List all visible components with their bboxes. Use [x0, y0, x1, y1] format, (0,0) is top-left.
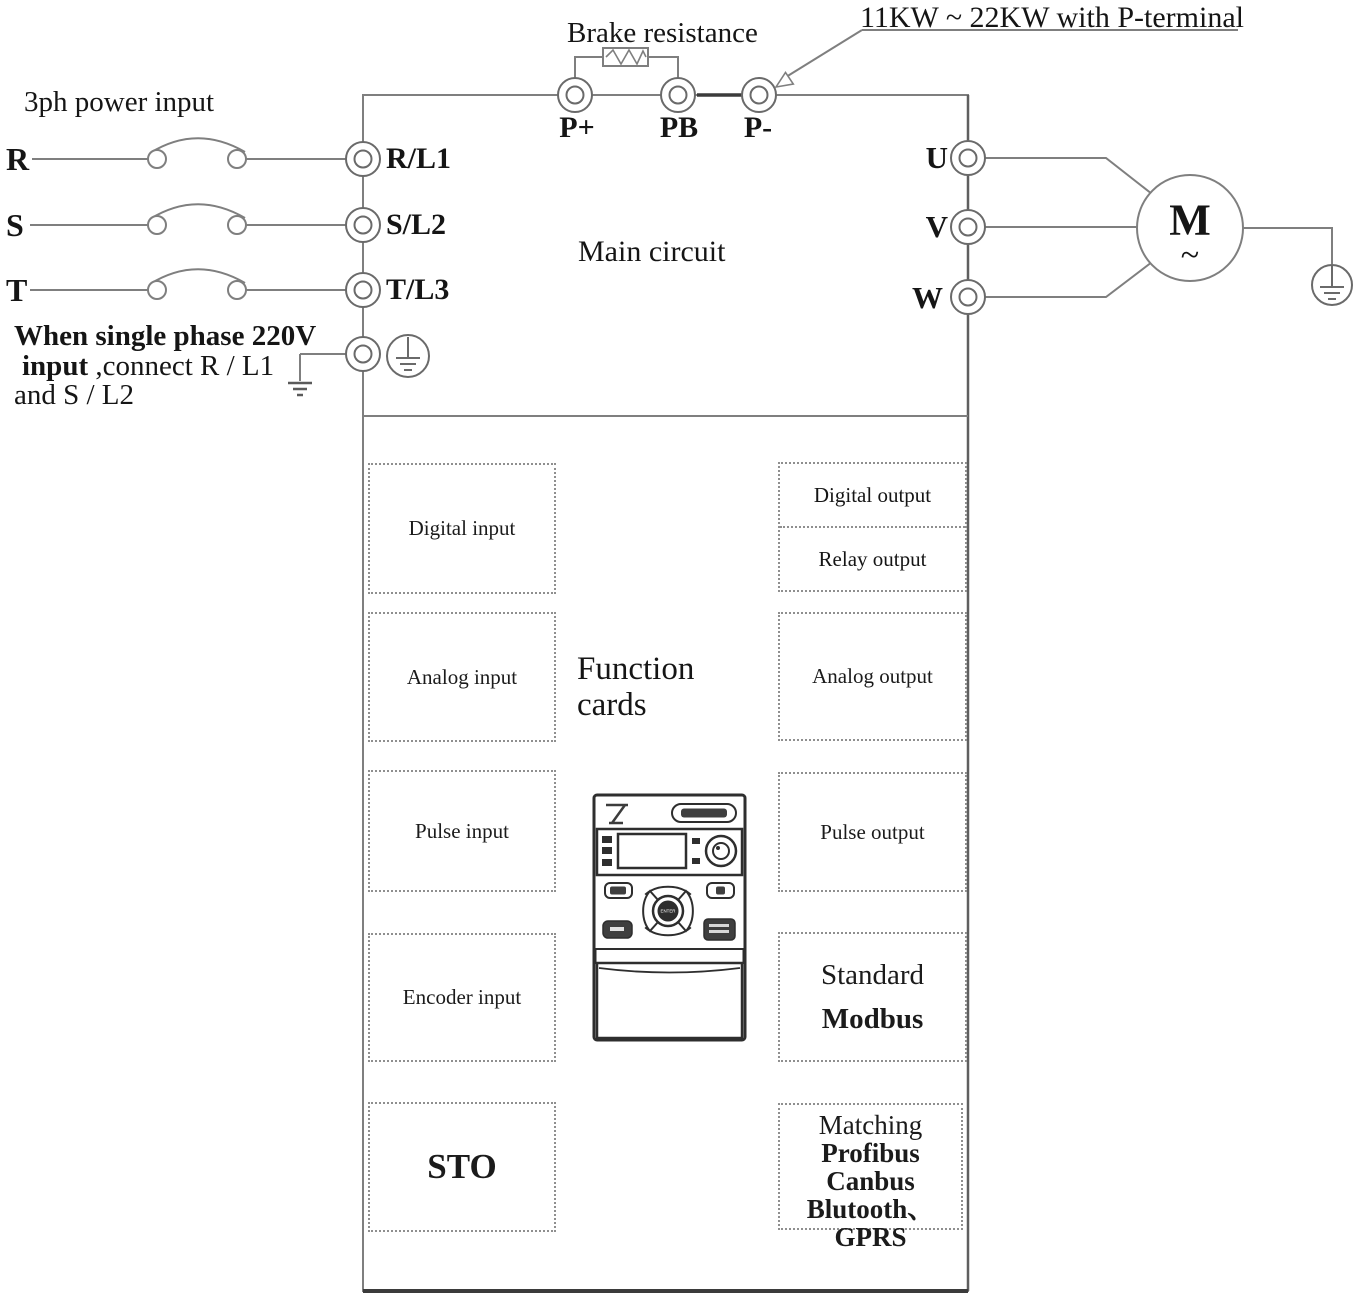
three-phase-input-label: 3ph power input: [24, 86, 215, 118]
card-analog-input-label: Analog input: [406, 664, 518, 689]
phase-label-s: S: [6, 206, 24, 243]
card-pulse-input-label: Pulse input: [415, 818, 509, 843]
card-analog-output: [778, 612, 967, 741]
single-phase-note: [14, 322, 316, 411]
status-led-icon: [602, 836, 612, 843]
brake-resistance-label: Brake resistance: [567, 17, 758, 49]
function-cards-line1: Function: [577, 651, 695, 687]
status-led-icon: [692, 858, 700, 864]
drive-keypad-unit: [592, 793, 747, 1042]
terminal-p-plus: [558, 78, 592, 112]
terminal-t-l3: [346, 273, 380, 307]
card-fieldbus: [778, 1103, 963, 1252]
card-fieldbus-line2: Profibus: [821, 1138, 920, 1168]
single-phase-note-line3: and S / L2: [14, 379, 135, 411]
lcd-screen: [618, 834, 686, 868]
terminal-label-u: U: [925, 140, 948, 175]
input-row-s: [30, 204, 380, 242]
status-led-icon: [602, 859, 612, 866]
mode-button: [707, 883, 734, 898]
card-digital-relay-output: [778, 462, 967, 592]
brake-resistor-circuit: [558, 48, 776, 112]
terminal-label-p-minus: P-: [743, 111, 773, 144]
breaker-arc-icon: [150, 204, 245, 219]
card-analog-input: [368, 612, 556, 742]
terminal-u: [951, 141, 985, 175]
status-led-icon: [692, 838, 700, 844]
card-digital-input: [368, 463, 556, 594]
card-pulse-input: [368, 770, 556, 892]
breaker-arc-icon: [150, 269, 245, 284]
terminal-v: [951, 210, 985, 244]
esc-button: [603, 921, 632, 938]
card-fieldbus-line1: Matching: [818, 1110, 923, 1140]
enter-button-label: ENTER: [660, 908, 676, 914]
card-modbus: [778, 932, 967, 1062]
enter-button: [653, 896, 683, 926]
card-modbus-line1: Standard: [820, 958, 925, 991]
card-analog-output-label: Analog output: [812, 664, 933, 688]
card-digital-output-label: Digital output: [780, 464, 965, 528]
card-fieldbus-line5: GPRS: [834, 1222, 907, 1252]
protective-earth-icon: [387, 335, 429, 377]
input-row-r: [32, 138, 380, 176]
status-led-icon: [602, 847, 612, 854]
card-encoder-input-label: Encoder input: [402, 985, 522, 1009]
terminal-w: [951, 280, 985, 314]
card-fieldbus-line4: Blutooth、: [806, 1194, 935, 1224]
prg-button: [605, 883, 632, 898]
terminal-label-s-l2: S/L2: [386, 208, 447, 241]
single-phase-note-line2: input ,connect R / L1: [22, 349, 275, 382]
single-phase-note-line1: When single phase 220V: [14, 320, 317, 352]
housing-band: [596, 949, 744, 963]
card-sto-label: STO: [427, 1147, 497, 1186]
output-section: [951, 141, 1352, 314]
run-stop-button: [704, 919, 735, 940]
breaker-arc-icon: [150, 138, 245, 153]
main-circuit-label: Main circuit: [578, 235, 726, 268]
function-cards-line2: cards: [577, 687, 647, 723]
card-pulse-output: [778, 772, 967, 892]
potentiometer-knob-icon: [706, 836, 736, 866]
input-row-t: [30, 269, 380, 307]
terminal-label-r-l1: R/L1: [386, 142, 452, 175]
terminal-pe: [346, 337, 380, 371]
terminal-label-t-l3: T/L3: [386, 273, 450, 306]
terminal-r-l1: [346, 142, 380, 176]
terminal-label-v: V: [925, 209, 948, 244]
terminal-label-w: W: [912, 280, 943, 315]
function-cards-title: [577, 651, 694, 723]
terminal-label-p-plus: P+: [559, 111, 595, 144]
motor-earth-icon: [1312, 265, 1352, 305]
card-encoder-input: [368, 933, 556, 1062]
terminal-s-l2: [346, 208, 380, 242]
phase-label-t: T: [6, 271, 28, 308]
terminal-label-pb: PB: [659, 111, 699, 144]
card-pulse-output-label: Pulse output: [820, 819, 925, 844]
p-terminal-callout-leader: [776, 30, 1238, 87]
motor-label: M: [1169, 195, 1211, 245]
terminal-cover: [597, 963, 742, 1038]
card-sto: [368, 1102, 556, 1232]
brand-badge: [672, 804, 736, 822]
power-rating-note: 11KW ~ 22KW with P-terminal: [860, 1, 1244, 34]
card-fieldbus-line3: Canbus: [826, 1166, 915, 1196]
terminal-p-minus: [742, 78, 776, 112]
card-modbus-line2: Modbus: [821, 1003, 924, 1035]
phase-label-r: R: [6, 140, 30, 177]
card-digital-input-label: Digital input: [408, 516, 516, 540]
display-panel: [597, 829, 742, 875]
motor-ac-symbol: ~: [1180, 237, 1200, 274]
terminal-pb: [661, 78, 695, 112]
card-relay-output-label: Relay output: [818, 546, 927, 571]
